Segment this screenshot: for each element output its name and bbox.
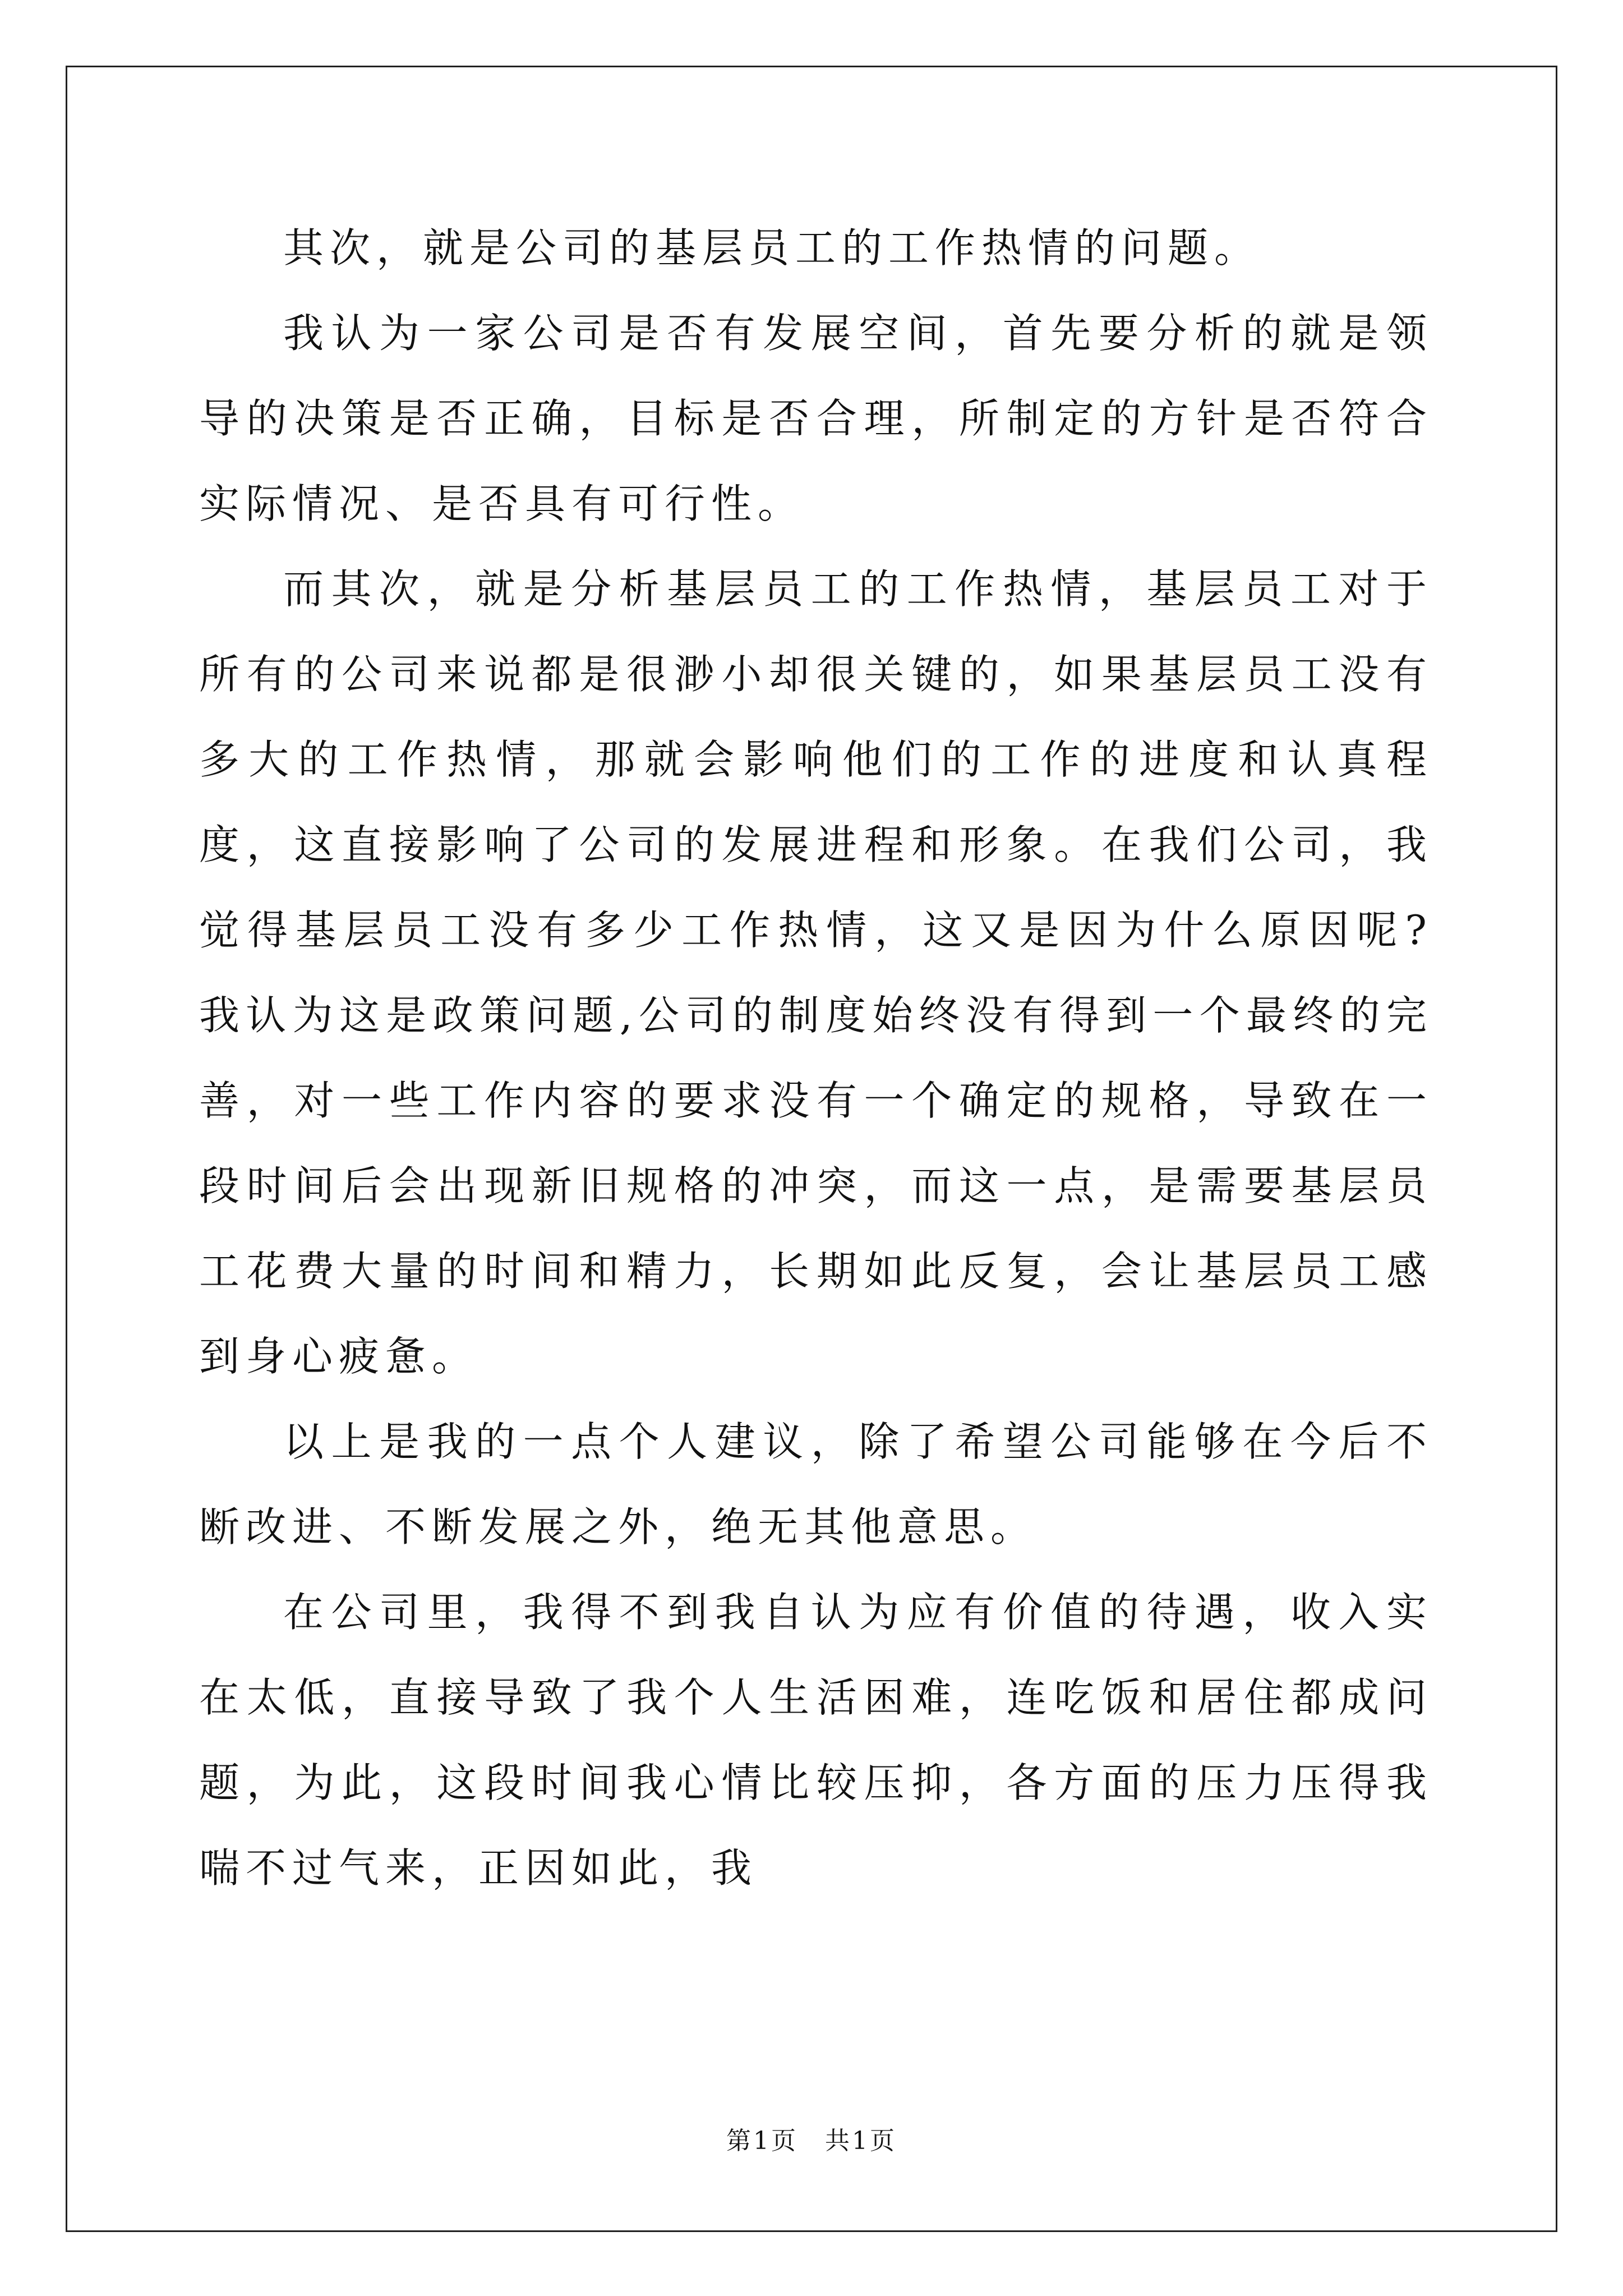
- paragraph: 我认为一家公司是否有发展空间，首先要分析的就是领导的决策是否正确，目标是否合理，所制定的方针是否符合实际情况、是否具有可行性。: [199, 310, 1433, 527]
- paragraph: 以上是我的一点个人建议，除了希望公司能够在今后不断改进、不断发展之外，绝无其他意思。: [199, 1418, 1433, 1550]
- paragraph: 其次，就是公司的基层员工的工作热情的问题。: [283, 224, 1261, 272]
- page-number-footer: 第1页 共1页: [726, 2127, 897, 2155]
- paragraph: 在公司里，我得不到我自认为应有价值的待遇，收入实在太低，直接导致了我个人生活困难，连吃饭和居住都成问题，为此，这段时间我心情比较压抑，各方面的压力压得我喘不过气来，正因如此，我: [199, 1589, 1433, 1892]
- document-body: [199, 205, 1433, 1911]
- paragraph: 而其次，就是分析基层员工的工作热情，基层员工对于所有的公司来说都是很渺小却很关键的，如果基层员工没有多大的工作热情，那就会影响他们的工作的进度和认真程度，这直接影响了公司的发展进程和形象。在我们公司，我觉得基层员工没有多少工作热情，这又是因为什么原因呢?我认为这是政策问题,公司的制度始终没有得到一个最终的完善，对一些工作内容的要求没有一个确定的规格，导致在一段时间后会出现新旧规格的冲突，而这一点，是需要基层员工花费大量的时间和精力，长期如此反复，会让基层员工感到身心疲惫。: [199, 565, 1433, 1380]
